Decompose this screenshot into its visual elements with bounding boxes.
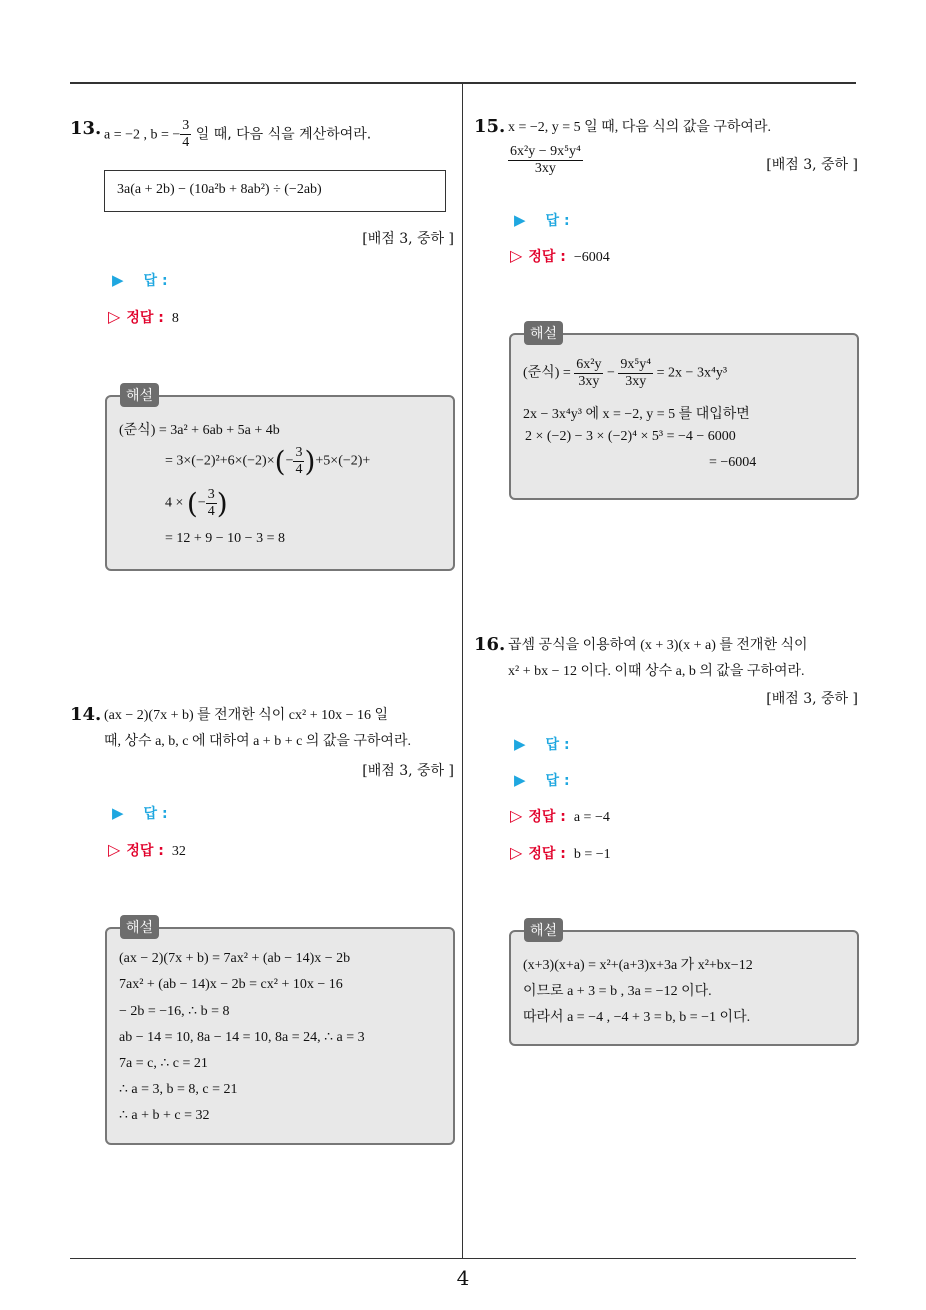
- q16-explanation-tag: 해설: [524, 918, 563, 942]
- q13-fraction: $\frac{3}{4}$: [182, 118, 190, 150]
- bottom-rule: [70, 1258, 856, 1259]
- play-icon: ▶: [112, 804, 124, 822]
- q14-explanation-tag: 해설: [120, 915, 159, 939]
- q13-score: [배점 3, 중하 ]: [362, 231, 454, 247]
- q16-correct-line-1: ▷ 정답 : a = −4: [510, 806, 610, 825]
- q15-correct-line: ▷ 정답 : −6004: [510, 246, 610, 265]
- q13-number: 13.: [70, 118, 102, 139]
- q13-expression-box: 3a(a + 2b) − (10a²b + 8ab²) ÷ (−2ab): [104, 170, 446, 212]
- q15-answer-line: ▶ 답 :: [514, 211, 570, 229]
- play-icon: ▶: [514, 211, 526, 229]
- q14-correct-line: ▷ 정답 : 32: [108, 840, 186, 859]
- q13-stem: a = −2 , b = − $\frac{3}{4}$ 일 때, 다음 식을 계산하여라.: [104, 118, 372, 150]
- page-number: 4: [456, 1266, 470, 1290]
- q14-correct-value: 32: [171, 844, 186, 859]
- q13-correct-value: 8: [171, 311, 179, 326]
- q16-answer-line-1: ▶ 답 :: [514, 735, 570, 753]
- q16-answer-line-2: ▶ 답 :: [514, 771, 570, 789]
- q13-correct-line: ▷ 정답 : 8: [108, 307, 179, 326]
- q15-correct-value: −6004: [573, 250, 610, 265]
- column-divider: [462, 84, 463, 1258]
- q15-stem: x = −2, y = 5 일 때, 다음 식의 값을 구하여라.: [508, 120, 771, 135]
- q14-line1: (ax − 2)(7x + b) 를 전개한 식이 cx² + 10x − 16 일: [104, 708, 389, 723]
- q16-correct-value-1: a = −4: [573, 810, 610, 825]
- q16-line1: 곱셈 공식을 이용하여 (x + 3)(x + a) 를 전개한 식이: [508, 638, 808, 653]
- top-rule: [70, 82, 856, 84]
- q16-number: 16.: [474, 634, 506, 655]
- triangle-outline-icon: ▷: [510, 806, 523, 825]
- q16-line2: x² + bx − 12 이다. 이때 상수 a, b 의 값을 구하여라.: [508, 664, 805, 679]
- triangle-outline-icon: ▷: [108, 840, 121, 859]
- q16-score: [배점 3, 중하 ]: [766, 691, 858, 707]
- q16-correct-value-2: b = −1: [573, 847, 611, 862]
- q15-score: [배점 3, 중하 ]: [766, 157, 858, 173]
- q15-explanation-tag: 해설: [524, 321, 563, 345]
- triangle-outline-icon: ▷: [108, 307, 121, 326]
- q14-line2: 때, 상수 a, b, c 에 대하여 a + b + c 의 값을 구하여라.: [104, 734, 411, 749]
- q14-answer-line: ▶ 답 :: [112, 804, 168, 822]
- q13-explanation-box: (준식) = 3a² + 6ab + 5a + 4b = 3×(−2)²+6×(−2)×(− $\frac{3}{4}$ )+5×(−2)+ 4 × (− $\frac{3}{4}$ ) = 12 + 9 − 10 − 3 = 8: [105, 395, 455, 571]
- q16-explanation-box: (x+3)(x+a) = x²+(a+3)x+3a 가 x²+bx−12 이므로 a + 3 = b , 3a = −12 이다. 따라서 a = −4 , −4 + 3 = b, b = −1 이다.: [509, 930, 859, 1046]
- play-icon: ▶: [514, 735, 526, 753]
- q13-answer-line: ▶ 답 :: [112, 271, 168, 289]
- q14-score: [배점 3, 중하 ]: [362, 763, 454, 779]
- triangle-outline-icon: ▷: [510, 843, 523, 862]
- q15-explanation-box: (준식) = $\frac{\text{6x²y}}{3xy}$ − $\frac{\text{9x⁵y⁴}}{3xy}$ = 2x − 3x⁴y³ 2x − 3x⁴y³ 에 x = −2, y = 5 를 대입하면 2 × (−2) − 3 × (−2)⁴ × 5³ = −4 − 6000 = −6004: [509, 333, 859, 500]
- q13-explanation-tag: 해설: [120, 383, 159, 407]
- triangle-outline-icon: ▷: [510, 246, 523, 265]
- q16-correct-line-2: ▷ 정답 : b = −1: [510, 843, 611, 862]
- play-icon: ▶: [514, 771, 526, 789]
- q14-number: 14.: [70, 704, 102, 725]
- q15-number: 15.: [474, 116, 506, 137]
- play-icon: ▶: [112, 271, 124, 289]
- q15-fraction: $\frac{\text{6x²y − 9x⁵y⁴}}{3xy}$: [510, 144, 581, 176]
- q14-explanation-box: (ax − 2)(7x + b) = 7ax² + (ab − 14)x − 2b 7ax² + (ab − 14)x − 2b = cx² + 10x − 16 − 2b = −16, ∴ b = 8 ab − 14 = 10, 8a − 14 = 10, 8a = 24, ∴ a = 3 7a = c, ∴ c = 21 ∴ a = 3, b = 8, c = 21 ∴ a + b + c = 32: [105, 927, 455, 1145]
